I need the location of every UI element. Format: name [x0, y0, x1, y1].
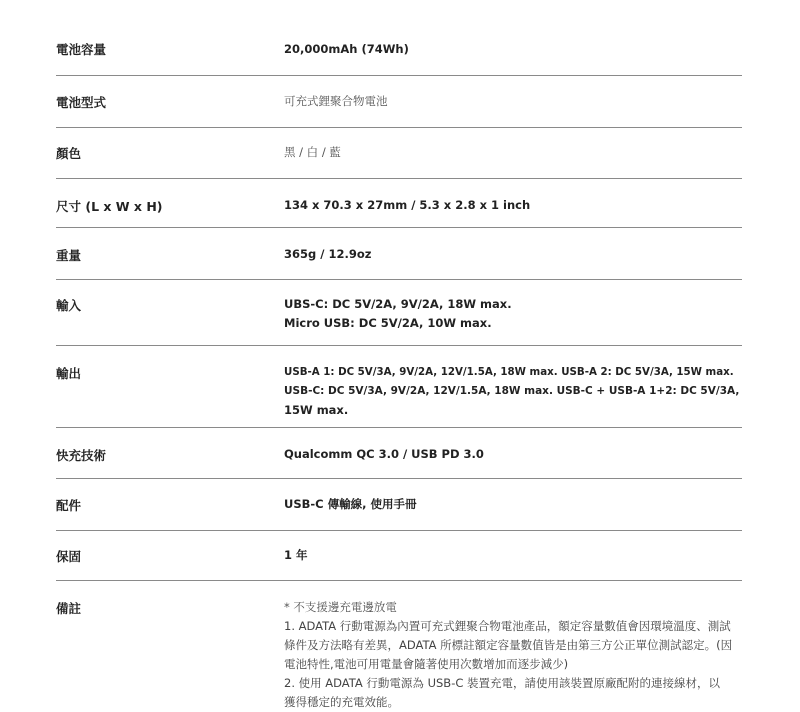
spec-value — [284, 295, 742, 333]
spec-value-line: 可充式鋰聚合物電池 — [284, 94, 388, 108]
spec-value — [284, 445, 742, 464]
spec-value — [284, 495, 742, 514]
spec-value — [284, 196, 742, 215]
spec-row-dimensions — [56, 179, 742, 228]
spec-value-line: 1. ADATA 行動電源為內置可充式鋰聚合物電池產品，額定容量數值會因環境溫度、測試 — [284, 619, 731, 633]
spec-value-line: 條件及方法略有差異，ADATA 所標註額定容量數值皆是由第三方公正單位測試認定。(因 — [284, 638, 733, 652]
spec-row-output — [56, 346, 742, 428]
spec-value-line: UBS-C: DC 5V/2A, 9V/2A, 18W max. — [284, 297, 512, 311]
spec-row-fast-charge — [56, 428, 742, 479]
spec-value-line: Micro USB: DC 5V/2A, 10W max. — [284, 316, 492, 330]
spec-row-battery-type — [56, 76, 742, 128]
spec-value-line: USB-C 傳輸線, 使用手冊 — [284, 497, 417, 511]
spec-label: 電池容量 — [56, 42, 107, 57]
spec-row-color — [56, 128, 742, 179]
spec-value-line: Qualcomm QC 3.0 / USB PD 3.0 — [284, 447, 484, 461]
spec-row-weight — [56, 228, 742, 280]
spec-label: 快充技術 — [56, 448, 107, 463]
spec-value — [284, 40, 742, 59]
spec-label: 顏色 — [56, 146, 82, 161]
spec-value-line: 黑 / 白 / 藍 — [284, 145, 341, 159]
spec-label: 保固 — [56, 549, 82, 564]
spec-row-notes — [56, 581, 742, 711]
spec-row-accessories — [56, 479, 742, 531]
spec-value-line: 電池特性,電池可用電量會隨著使用次數增加而逐步減少) — [284, 657, 569, 671]
spec-value-line: 20,000mAh (74Wh) — [284, 42, 409, 56]
spec-value — [284, 143, 742, 162]
spec-value-line: USB-A 1: DC 5V/3A, 9V/2A, 12V/1.5A, 18W max. USB-A 2: DC 5V/3A, 15W max. — [284, 366, 734, 378]
spec-label: 尺寸 (L x W x H) — [56, 199, 163, 214]
spec-value-line: 2. 使用 ADATA 行動電源為 USB-C 裝置充電，請使用該裝置原廠配附的連接線材，以 — [284, 676, 721, 690]
spec-value — [284, 92, 742, 111]
spec-label: 電池型式 — [56, 95, 107, 110]
spec-value-line: * 不支援邊充電邊放電 — [284, 600, 397, 614]
spec-label: 重量 — [56, 248, 82, 263]
spec-table — [56, 0, 742, 711]
spec-row-capacity — [56, 0, 742, 76]
spec-value-line: 365g / 12.9oz — [284, 247, 372, 261]
spec-label: 備註 — [56, 601, 82, 616]
spec-value-line: USB-C: DC 5V/3A, 9V/2A, 12V/1.5A, 18W max. USB-C + USB-A 1+2: DC 5V/3A, — [284, 385, 740, 397]
spec-value-line: 1 年 — [284, 548, 308, 562]
spec-value-line: 獲得穩定的充電效能。 — [284, 695, 399, 709]
spec-label: 輸出 — [56, 366, 82, 381]
spec-value — [284, 363, 742, 420]
spec-value — [284, 598, 742, 712]
spec-label: 輸入 — [56, 298, 82, 313]
spec-row-input — [56, 280, 742, 346]
spec-value-line: 134 x 70.3 x 27mm / 5.3 x 2.8 x 1 inch — [284, 198, 531, 212]
spec-value — [284, 245, 742, 264]
spec-value-line: 15W max. — [284, 403, 349, 417]
spec-row-warranty — [56, 531, 742, 581]
spec-label: 配件 — [56, 498, 82, 513]
spec-value — [284, 546, 742, 565]
